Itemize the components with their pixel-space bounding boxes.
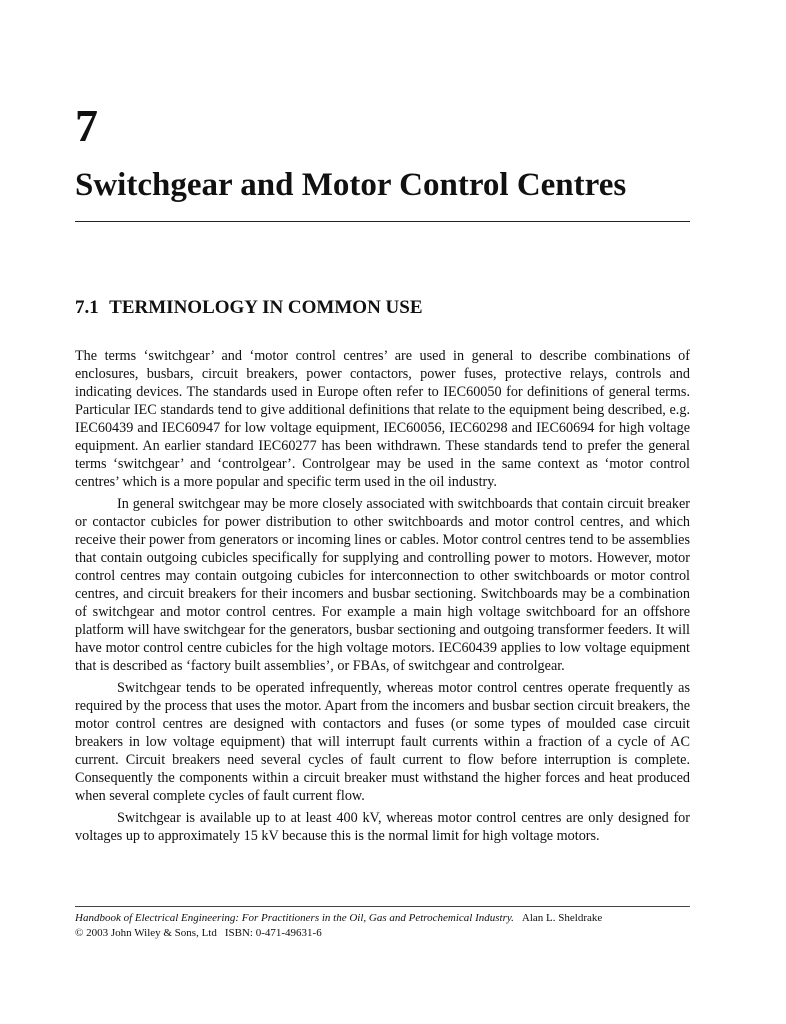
paragraph: The terms ‘switchgear’ and ‘motor control centres’ are used in general to describe combinations of enclosures, busbars, circuit breakers, power contactors, power fuses, protective relays, controls and indicating devices. The standards used in Europe often refer to IEC60050 for definitions of general terms. Particular IEC standards tend to give additional definitions that relate to the equipment being described, e.g. IEC60439 and IEC60947 for low voltage equipment, IEC60056, IEC60298 and IEC60694 for high voltage equipment. An earlier standard IEC60277 has been withdrawn. These standards tend to prefer the general terms ‘switchgear’ and ‘controlgear’. Controlgear may be used in the same context as ‘motor control centres’ which is a more popular and specific term used in the oil industry. bbox=[75, 348, 690, 490]
paragraph: Switchgear tends to be operated infrequently, whereas motor control centres operate frequently as required by the process that uses the motor. Apart from the incomers and busbar section circuit breakers, the motor control centres are designed with contactors and fuses (or some types of moulded case circuit breakers in low voltage equipment) that will interrupt fault currents within a fraction of a cycle of AC current. Circuit breakers need several cycles of fault current to flow before interruption is complete. Consequently the components within a circuit breaker must withstand the higher forces and heat produced when several complete cycles of fault current flow. bbox=[75, 680, 690, 804]
isbn-text: ISBN: 0-471-49631-6 bbox=[224, 927, 322, 939]
author-name: Alan L. Sheldrake bbox=[521, 912, 603, 924]
section-number: 7.1 bbox=[75, 297, 99, 318]
copyright-text: © 2003 John Wiley & Sons, Ltd bbox=[75, 927, 217, 939]
section-title: TERMINOLOGY IN COMMON USE bbox=[109, 297, 423, 318]
footer-divider bbox=[75, 906, 690, 907]
chapter-title: Switchgear and Motor Control Centres bbox=[75, 167, 627, 203]
chapter-number: 7 bbox=[75, 100, 98, 151]
body-text bbox=[75, 347, 690, 849]
footer-copyright-line bbox=[75, 926, 690, 941]
paragraph: Switchgear is available up to at least 400 kV, whereas motor control centres are only designed for voltages up to approximately 15 kV because this is the normal limit for high voltage motors. bbox=[75, 810, 690, 844]
book-title: Handbook of Electrical Engineering: For Practitioners in the Oil, Gas and Petrochemical Industry. bbox=[75, 912, 514, 924]
page-footer bbox=[75, 911, 690, 941]
footer-citation-line bbox=[75, 911, 690, 926]
title-divider bbox=[75, 221, 690, 222]
section-heading bbox=[75, 297, 423, 319]
paragraph: In general switchgear may be more closely associated with switchboards that contain circuit breaker or contactor cubicles for power distribution to other switchboards and motor control centres, and which receive their power from generators or incoming lines or cables. Motor control centres tend to be assemblies that contain outgoing cubicles specifically for supplying and controlling power to motors. However, motor control centres may contain outgoing cubicles for interconnection to other switchboards or motor control centres, and circuit breakers for their incomers and busbar sectioning. Switchboards may be a combination of switchgear and motor control centres. For example a main high voltage switchboard for an offshore platform will have switchgear for the generators, busbar sectioning and outgoing transformer feeders. It will have motor control centre cubicles for the high voltage motors. IEC60439 applies to low voltage equipment that is described as ‘factory built assemblies’, or FBAs, of switchgear and controlgear. bbox=[75, 496, 690, 674]
